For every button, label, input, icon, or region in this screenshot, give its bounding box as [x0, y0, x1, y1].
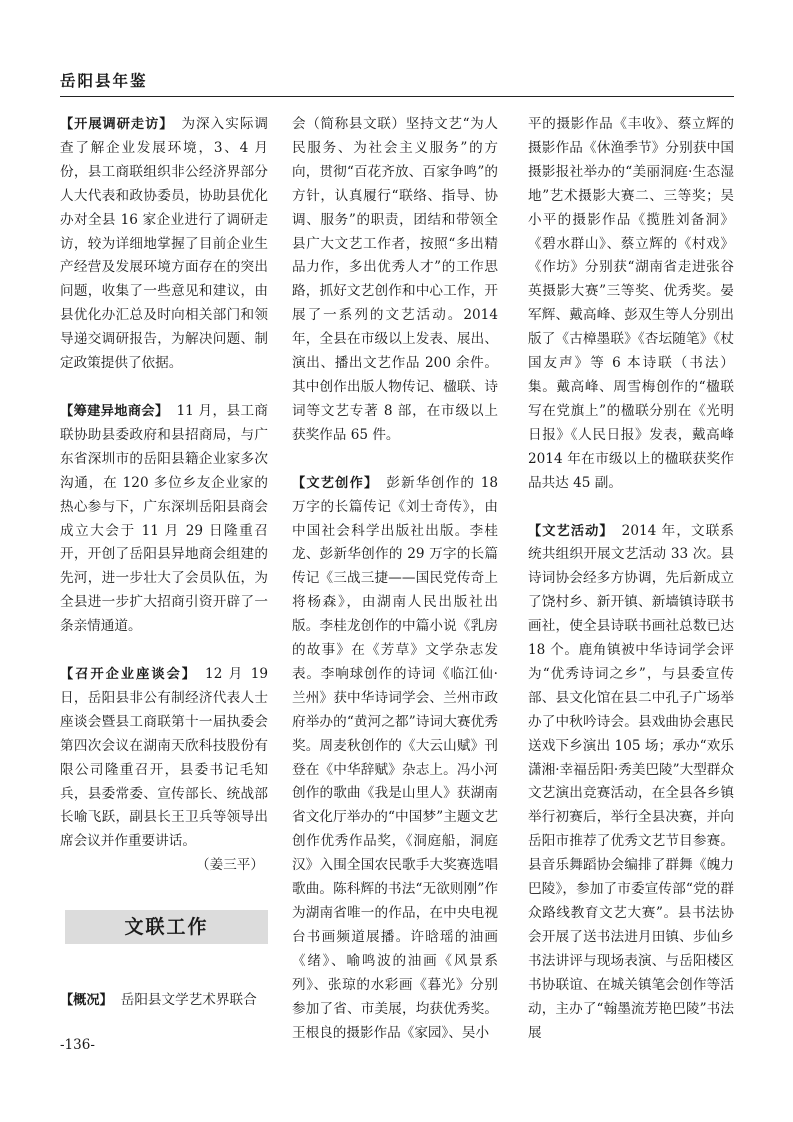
text-column-left: [60, 113, 268, 878]
paragraph-tag: 【文艺活动】: [528, 523, 614, 539]
paragraph-overview-continued: 会（简称县文联）坚持文艺“为人民服务、为社会主义服务”的方向，贯彻“百花齐放、百家争鸣”的方针，认真履行“联络、指导、协调、服务”的职责，团结和带领全县广大文艺工作者，按照“多出精品力作，多出优秀人才”的工作思路，抓好文艺创作和中心工作，开展了一系列的文艺活动。2014 年，全县在市级以上发表、展出、演出、播出文艺作品 200 余件。其中创作出版人物传记、楹联、诗词等文艺专著 8 部，在市级以上获奖作品 65 件。: [292, 116, 498, 443]
paragraph-text: 11 月，县工商联协助县委政府和县招商局，与广东省深圳市的岳阳县籍企业家多次沟通，在 120 多位乡友企业家的热心参与下，广东深圳岳阳县商会成立大会于 11 月 29 日隆重召开，开创了岳阳县异地商会组建的先河，进一步壮大了会员队伍，为全县进一步扩大招商引资开辟了一条亲情通道。: [60, 402, 269, 635]
paragraph-overview: [60, 989, 268, 1013]
text-column-right: [528, 113, 734, 1045]
section-heading: 文联工作: [124, 916, 209, 938]
author-signature: （姜三平）: [196, 857, 264, 874]
paragraph-tag: 【开展调研走访】: [60, 117, 174, 132]
running-header-title: 岳阳县年鉴: [60, 72, 148, 90]
paragraph-tag: 【筹建异地商会】: [60, 403, 169, 419]
paragraph-literary-creation: [292, 472, 498, 1046]
paragraph-chamber-of-commerce: [60, 400, 268, 639]
paragraph-enterprise-forum: [60, 663, 268, 854]
page-number: -136-: [60, 1037, 95, 1053]
paragraph-text: 12 月 19 日，岳阳县非公有制经济代表人士座谈会暨县工商联第十一届执委会第四次会议在湖南天欣科技股份有限公司隆重召开，县委书记毛知兵，县委常委、宣传部长、统战部长喻飞跃，副县长王卫兵等领导出席会议并作重要讲话。: [60, 666, 268, 850]
header-rule: [60, 96, 734, 97]
paragraph-research-visit: [60, 113, 268, 376]
text-column-middle: [292, 113, 498, 1045]
paragraph-literary-creation-continued: 平的摄影作品《丰收》、蔡立辉的摄影作品《休渔季节》分别获中国摄影报社举办的“美丽洞庭·生态湿地”艺术摄影大赛二、三等奖；吴小平的摄影作品《揽胜刘备洞》《碧水群山》、蔡立辉的《村戏》《作坊》分别获“湖南省走进张谷英摄影大赛”三等奖、优秀奖。晏军辉、戴高峰、彭双生等人分别出版了《古樟墨联》《杏坛随笔》《杖国友声》等 6 本诗联（书法）集。戴高峰、周雪梅创作的“楹联写在党旗上”的楹联分别在《光明日报》《人民日报》发表，戴高峰 2014 年在市级以上的楹联获奖作品共达 45 副。: [528, 116, 734, 491]
paragraph-text: 为深入实际调查了解企业发展环境，3、4 月份，县工商联组织非公经济界部分人大代表和政协委员，协助县优化办对全县 16 家企业进行了调研走访，较为详细地掌握了目前企业生产经营及发展环境方面存在的突出问题，收集了一些意见和建议，由县优化办汇总及时向相关部门和领导递交调研报告，为解决问题、制定政策提供了依据。: [60, 116, 269, 372]
paragraph-tag: 【召开企业座谈会】: [60, 667, 198, 683]
paragraph-tag: 【文艺创作】: [292, 475, 379, 491]
paragraph-text: 岳阳县文学艺术界联合: [120, 992, 257, 1008]
text-column-left-continued: [60, 989, 268, 1013]
paragraph-tag: 【概况】: [60, 993, 113, 1008]
paragraph-literary-activities: [528, 520, 734, 1046]
paragraph-text: 2014 年，文联系统共组织开展文艺活动 33 次。县诗词协会经多方协调，先后新成立了饶村乡、新开镇、新墙镇诗联书画社，使全县诗联书画社总数已达 18 个。鹿角镇被中华诗词学会评为“优秀诗词之乡”，与县委宣传部、县文化馆在县二中孔子广场举办了中秋吟诗会。县戏曲协会惠民送戏下乡演出 105 场；承办“欢乐潇湘·幸福岳阳·秀美巴陵”大型群众文艺演出竞赛活动，在全县各乡镇举行初赛后，举行全县决赛，并向岳阳市推荐了优秀文艺节目参赛。县音乐舞蹈协会编排了群舞《魄力巴陵》，参加了市委宣传部“党的群众路线教育文艺大赛”。县书法协会开展了送书法进月田镇、步仙乡书法讲评与现场表演、与岳阳楼区书协联谊、在城关镇笔会创作等活动，主办了“翰墨流芳艳巴陵”书法展: [528, 522, 735, 1041]
paragraph-text: 彭新华创作的 18 万字的长篇传记《刘士奇传》，由中国社会科学出版社出版。李桂龙、彭新华创作的 29 万字的长篇传记《三战三捷——国民党传奇上将杨森》，由湖南人民出版社出版。李桂龙创作的中篇小说《乳房的故事》在《芳草》文学杂志发表。李响球创作的诗词《临江仙·兰州》获中华诗词学会、兰州市政府举办的“黄河之都”诗词大赛优秀奖。周麦秋创作的《大云山赋》刊登在《中华辞赋》杂志上。冯小河创作的歌曲《我是山里人》获湖南省文化厅举办的“中国梦”主题文艺创作优秀作品奖，《洞庭船，洞庭汉》入围全国农民歌手大奖赛选唱歌曲。陈科辉的书法“无欲则刚”作为湖南省唯一的作品，在中央电视台书画频道展播。许晗瑶的油画《绪》、喻鸣波的油画《风景系列》、张琼的水彩画《暮光》分别参加了省、市美展，均获优秀奖。王根良的摄影作品《家园》、吴小: [292, 474, 499, 1041]
